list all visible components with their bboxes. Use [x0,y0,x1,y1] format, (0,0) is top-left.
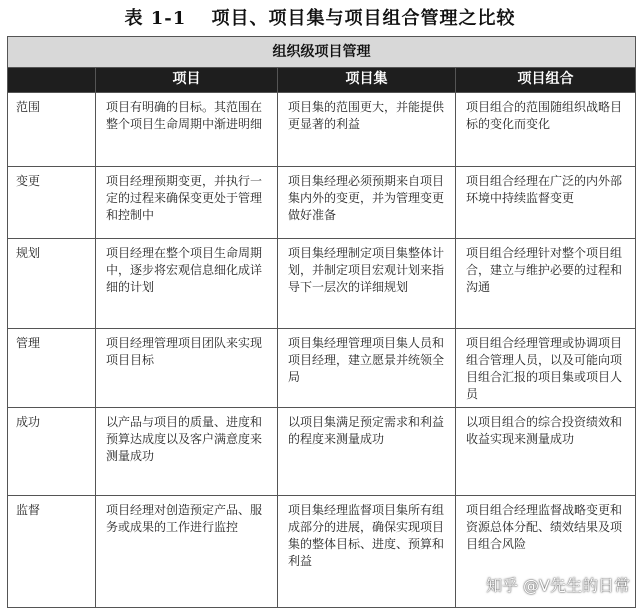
table-caption [0,4,640,30]
row-label: 范围 [8,93,96,167]
table-row [8,329,636,408]
table-cell: 项目组合的范围随组织战略目标的变化而变化 [456,93,636,167]
table-cell: 项目经理预期变更，并执行一定的过程来确保变更处于管理和控制中 [96,167,278,239]
watermark-text: 知乎 @V先生的日常 [485,576,630,595]
table-cell: 以产品与项目的质量、进度和预算达成度以及客户满意度来测量成功 [96,408,278,496]
column-header-project: 项目 [96,68,278,93]
table-title: 项目、项目集与项目组合管理之比较 [211,8,516,29]
table-cell: 项目集经理制定项目集整体计划，并制定项目宏观计划来指导下一层次的详细规划 [278,239,456,329]
table-cell: 项目经理管理项目团队来实现项目目标 [96,329,278,408]
table-cell: 项目组合经理在广泛的内外部环境中持续监督变更 [456,167,636,239]
table-cell: 项目集经理必须预期来自项目集内外的变更，并为管理变更做好准备 [278,167,456,239]
comparison-table [7,36,636,608]
table-cell: 项目组合经理针对整个项目组合，建立与维护必要的过程和沟通 [456,239,636,329]
table-cell: 项目经理在整个项目生命周期中，逐步将宏观信息细化成详细的计划 [96,239,278,329]
table-cell: 项目组合经理监督战略变更和资源总体分配、绩效结果及项目组合风险 [456,496,636,608]
table-cell: 项目经理对创造预定产品、服务或成果的工作进行监控 [96,496,278,608]
table-cell: 项目集经理监督项目集所有组成部分的进展，确保实现项目集的整体目标、进度、预算和利益 [278,496,456,608]
table-cell: 以项目集满足预定需求和利益的程度来测量成功 [278,408,456,496]
row-label: 变更 [8,167,96,239]
row-label: 管理 [8,329,96,408]
table-cell: 项目组合经理管理或协调项目组合管理人员，以及可能向项目组合汇报的项目集或项目人员 [456,329,636,408]
row-label: 监督 [8,496,96,608]
table-cell: 项目集的范围更大，并能提供更显著的利益 [278,93,456,167]
column-header-program: 项目集 [278,68,456,93]
row-label: 成功 [8,408,96,496]
table-cell: 项目集经理管理项目集人员和项目经理，建立愿景并统领全局 [278,329,456,408]
table-row [8,167,636,239]
header-corner [8,68,96,93]
table-number: 表 1-1 [124,8,187,29]
table-banner: 组织级项目管理 [8,37,636,68]
row-label: 规划 [8,239,96,329]
table-cell: 项目有明确的目标。其范围在整个项目生命周期中渐进明细 [96,93,278,167]
table-cell: 以项目组合的综合投资绩效和收益实现来测量成功 [456,408,636,496]
table-row [8,239,636,329]
column-header-portfolio: 项目组合 [456,68,636,93]
table-row [8,93,636,167]
table-row [8,408,636,496]
